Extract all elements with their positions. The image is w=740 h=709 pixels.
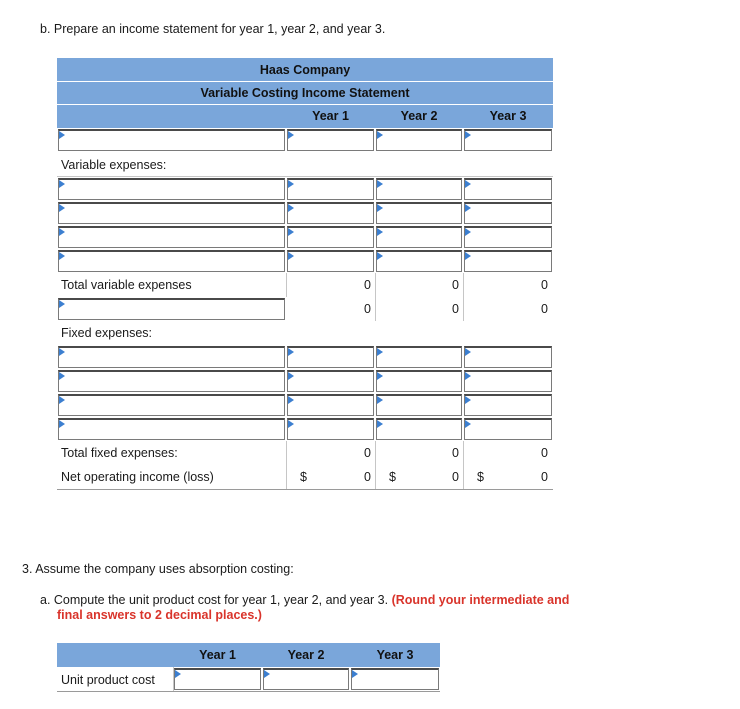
- col-year3-header: Year 3: [463, 105, 553, 128]
- unit-cost-col-year3: Year 3: [350, 643, 440, 667]
- fixed-expense-row: [57, 345, 553, 370]
- unit-cost-col-year1: Year 1: [173, 643, 262, 667]
- dropdown-marker-icon: [288, 396, 294, 404]
- dropdown-marker-icon: [175, 670, 181, 678]
- dropdown-marker-icon: [288, 180, 294, 188]
- dropdown-marker-icon: [377, 396, 383, 404]
- dropdown-marker-icon: [288, 228, 294, 236]
- net-income-year2-value: 0: [452, 470, 459, 484]
- dropdown-marker-icon: [59, 300, 65, 308]
- total-variable-year2-value: 0: [452, 278, 459, 292]
- dropdown-marker-icon: [465, 372, 471, 380]
- dropdown-marker-icon: [377, 348, 383, 356]
- fixed-expenses-header-row: [57, 321, 553, 346]
- variable-expense-year2-input[interactable]: [376, 226, 462, 248]
- contribution-year2-value: 0: [452, 302, 459, 316]
- dropdown-marker-icon: [264, 670, 270, 678]
- fixed-expense-year2-input[interactable]: [376, 370, 462, 392]
- total-fixed-expenses-label: Total fixed expenses:: [61, 446, 178, 460]
- company-name: Haas Company: [57, 58, 553, 81]
- dropdown-marker-icon: [465, 348, 471, 356]
- fixed-expense-label-input[interactable]: [58, 394, 285, 416]
- total-variable-year1-value: 0: [364, 278, 371, 292]
- fixed-expense-row: [57, 393, 553, 418]
- variable-expense-label-input[interactable]: [58, 250, 285, 272]
- header-blank-cell: [57, 105, 286, 128]
- dropdown-marker-icon: [59, 228, 65, 236]
- dropdown-marker-icon: [465, 180, 471, 188]
- fixed-expense-year3-input[interactable]: [464, 394, 552, 416]
- dropdown-marker-icon: [59, 396, 65, 404]
- sales-label-input[interactable]: [58, 129, 285, 151]
- question-3-text: 3. Assume the company uses absorption costing:: [22, 562, 294, 576]
- fixed-expense-year3-input[interactable]: [464, 418, 552, 440]
- sales-year3-input[interactable]: [464, 129, 552, 151]
- dropdown-marker-icon: [465, 131, 471, 139]
- sales-year1-input[interactable]: [287, 129, 374, 151]
- dropdown-marker-icon: [288, 252, 294, 260]
- dropdown-marker-icon: [59, 420, 65, 428]
- dropdown-marker-icon: [59, 348, 65, 356]
- fixed-expense-year3-input[interactable]: [464, 370, 552, 392]
- currency-symbol: $: [389, 470, 396, 484]
- dropdown-marker-icon: [377, 131, 383, 139]
- fixed-expense-year2-input[interactable]: [376, 394, 462, 416]
- variable-expense-year1-input[interactable]: [287, 226, 374, 248]
- fixed-expense-year1-input[interactable]: [287, 418, 374, 440]
- unit-cost-header-blank: [57, 643, 173, 667]
- fixed-expense-year2-input[interactable]: [376, 346, 462, 368]
- total-fixed-expenses-row: [57, 441, 553, 466]
- currency-symbol: $: [477, 470, 484, 484]
- fixed-expense-label-input[interactable]: [58, 370, 285, 392]
- dropdown-marker-icon: [288, 204, 294, 212]
- unit-cost-col-year2: Year 2: [262, 643, 350, 667]
- net-operating-income-row: [57, 465, 553, 490]
- variable-expense-year3-input[interactable]: [464, 226, 552, 248]
- variable-expenses-label: Variable expenses:: [61, 158, 167, 172]
- total-variable-expenses-row: [57, 273, 553, 298]
- total-fixed-year3-value: 0: [541, 446, 548, 460]
- fixed-expense-year2-input[interactable]: [376, 418, 462, 440]
- fixed-expense-year1-input[interactable]: [287, 394, 374, 416]
- variable-expense-year3-input[interactable]: [464, 202, 552, 224]
- dropdown-marker-icon: [465, 396, 471, 404]
- dropdown-marker-icon: [377, 204, 383, 212]
- total-fixed-year1-value: 0: [364, 446, 371, 460]
- variable-expense-row: [57, 225, 553, 250]
- dropdown-marker-icon: [465, 204, 471, 212]
- dropdown-marker-icon: [377, 372, 383, 380]
- unit-product-cost-label: Unit product cost: [61, 673, 155, 687]
- variable-expense-row: [57, 177, 553, 202]
- total-fixed-year2-value: 0: [452, 446, 459, 460]
- dropdown-marker-icon: [352, 670, 358, 678]
- net-operating-income-label: Net operating income (loss): [61, 470, 214, 484]
- contribution-year1-value: 0: [364, 302, 371, 316]
- sales-year2-input[interactable]: [376, 129, 462, 151]
- total-variable-year3-value: 0: [541, 278, 548, 292]
- variable-expense-year1-input[interactable]: [287, 178, 374, 200]
- currency-symbol: $: [300, 470, 307, 484]
- dropdown-marker-icon: [59, 180, 65, 188]
- dropdown-marker-icon: [465, 228, 471, 236]
- net-income-year3-value: 0: [541, 470, 548, 484]
- unit-product-cost-row: [57, 667, 440, 692]
- dropdown-marker-icon: [377, 228, 383, 236]
- variable-expense-year2-input[interactable]: [376, 250, 462, 272]
- variable-expense-label-input[interactable]: [58, 226, 285, 248]
- variable-expense-year3-input[interactable]: [464, 250, 552, 272]
- rounding-note-line2: final answers to 2 decimal places.): [57, 608, 262, 622]
- variable-expense-year3-input[interactable]: [464, 178, 552, 200]
- dropdown-marker-icon: [59, 131, 65, 139]
- col-year1-header: Year 1: [286, 105, 375, 128]
- contribution-margin-row: [57, 297, 553, 322]
- variable-expense-year2-input[interactable]: [376, 178, 462, 200]
- dropdown-marker-icon: [465, 420, 471, 428]
- net-income-year1-value: 0: [364, 470, 371, 484]
- unit-cost-year3-input[interactable]: [351, 668, 439, 690]
- dropdown-marker-icon: [59, 204, 65, 212]
- contribution-year3-value: 0: [541, 302, 548, 316]
- variable-expense-year2-input[interactable]: [376, 202, 462, 224]
- unit-cost-year2-input[interactable]: [263, 668, 349, 690]
- unit-cost-year1-input[interactable]: [174, 668, 261, 690]
- dropdown-marker-icon: [288, 348, 294, 356]
- variable-expense-label-input[interactable]: [58, 202, 285, 224]
- variable-expense-row: [57, 249, 553, 274]
- fixed-expense-year3-input[interactable]: [464, 346, 552, 368]
- part-a-text: a. Compute the unit product cost for year 1, year 2, and year 3.: [40, 593, 389, 607]
- dropdown-marker-icon: [59, 252, 65, 260]
- variable-expense-year1-input[interactable]: [287, 250, 374, 272]
- part-b-instruction: b. Prepare an income statement for year 1, year 2, and year 3.: [40, 22, 386, 36]
- dropdown-marker-icon: [465, 252, 471, 260]
- variable-expenses-header-row: [57, 152, 553, 177]
- rounding-note-line1: (Round your intermediate and: [391, 593, 570, 607]
- variable-expense-label-input[interactable]: [58, 178, 285, 200]
- fixed-expense-year1-input[interactable]: [287, 346, 374, 368]
- dropdown-marker-icon: [377, 180, 383, 188]
- dropdown-marker-icon: [377, 420, 383, 428]
- dropdown-marker-icon: [59, 372, 65, 380]
- fixed-expense-row: [57, 417, 553, 442]
- fixed-expenses-label: Fixed expenses:: [61, 326, 153, 340]
- fixed-expense-label-input[interactable]: [58, 346, 285, 368]
- dropdown-marker-icon: [377, 252, 383, 260]
- statement-title: Variable Costing Income Statement: [57, 82, 553, 104]
- dropdown-marker-icon: [288, 131, 294, 139]
- contribution-margin-label-input[interactable]: [58, 298, 285, 320]
- dropdown-marker-icon: [288, 372, 294, 380]
- dropdown-marker-icon: [288, 420, 294, 428]
- variable-expense-year1-input[interactable]: [287, 202, 374, 224]
- col-year2-header: Year 2: [375, 105, 463, 128]
- variable-expense-row: [57, 201, 553, 226]
- total-variable-expenses-label: Total variable expenses: [61, 278, 192, 292]
- fixed-expense-label-input[interactable]: [58, 418, 285, 440]
- fixed-expense-row: [57, 369, 553, 394]
- fixed-expense-year1-input[interactable]: [287, 370, 374, 392]
- part-a-instruction: [40, 593, 660, 623]
- sales-row: [57, 128, 553, 153]
